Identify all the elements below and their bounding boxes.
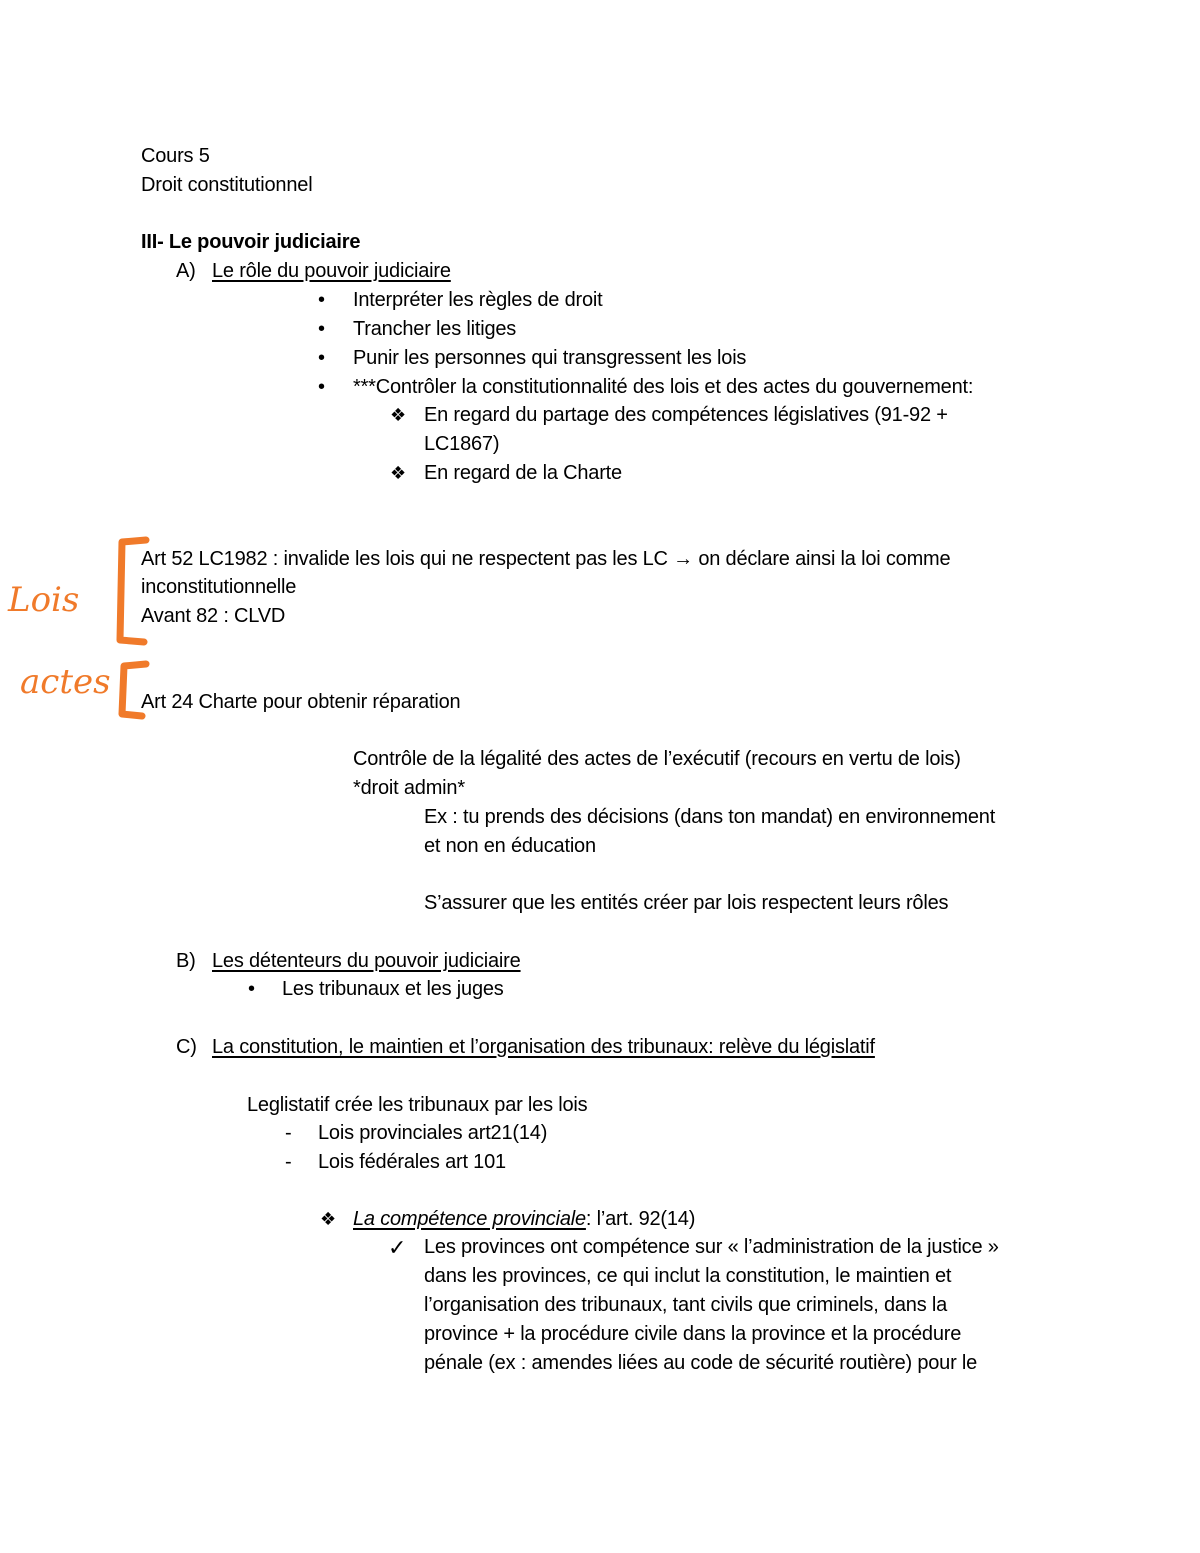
legality-example: et non en éducation: [424, 835, 596, 857]
legality-line: *droit admin*: [353, 777, 465, 799]
check-item-line: dans les provinces, ce qui inclut la constitution, le maintien et: [424, 1265, 952, 1287]
list-item: Les tribunaux et les juges: [282, 978, 504, 1000]
legislative-intro: Leglistatif crée les tribunaux par les lois: [247, 1094, 588, 1116]
list-item: ***Contrôler la constitutionnalité des lois et des actes du gouvernement:: [353, 376, 974, 398]
art52-line: Art 52 LC1982 : invalide les lois qui ne respectent pas les LC → on déclare ainsi la loi comme: [141, 548, 951, 570]
subsection-c-title: La constitution, le maintien et l’organisation des tribunaux: relève du législatif: [212, 1036, 875, 1058]
competence-label: La compétence provinciale: [353, 1208, 586, 1230]
course-number: Cours 5: [141, 145, 210, 167]
bullet-icon: •: [318, 289, 326, 311]
subsection-b-title: Les détenteurs du pouvoir judiciaire: [212, 950, 521, 972]
check-item-line: Les provinces ont compétence sur « l’administration de la justice »: [424, 1236, 999, 1258]
sub-list-item: En regard du partage des compétences législatives (91-92 +: [424, 404, 948, 426]
list-item: Punir les personnes qui transgressent les lois: [353, 347, 747, 369]
diamond-bullet-icon: ❖: [390, 463, 407, 483]
check-item-line: pénale (ex : amendes liées au code de sécurité routière) pour le: [424, 1352, 978, 1374]
subsection-b-marker: B): [176, 950, 196, 972]
art52-line: inconstitutionnelle: [141, 576, 297, 598]
handwritten-lois: Lois: [8, 580, 80, 620]
check-item-line: province + la procédure civile dans la province et la procédure: [424, 1323, 962, 1345]
competence-article: : l’art. 92(14): [585, 1208, 696, 1230]
handwritten-actes: actes: [20, 662, 111, 702]
subsection-c-marker: C): [176, 1036, 197, 1058]
bullet-icon: •: [318, 347, 326, 369]
sub-list-item-continuation: LC1867): [424, 433, 500, 455]
list-item: Lois provinciales art21(14): [318, 1122, 548, 1144]
list-item: Trancher les litiges: [353, 318, 517, 340]
art24-line: Art 24 Charte pour obtenir réparation: [141, 691, 461, 713]
list-item: Interpréter les règles de droit: [353, 289, 603, 311]
bullet-icon: •: [318, 376, 326, 398]
dash-bullet-icon: -: [285, 1122, 292, 1144]
legality-example: Ex : tu prends des décisions (dans ton mandat) en environnement: [424, 806, 996, 828]
section-title: III- Le pouvoir judiciaire: [141, 231, 361, 253]
list-item: Lois fédérales art 101: [318, 1151, 506, 1173]
diamond-bullet-icon: ❖: [320, 1209, 337, 1229]
bullet-icon: •: [248, 978, 256, 1000]
course-subject: Droit constitutionnel: [141, 174, 313, 196]
diamond-bullet-icon: ❖: [390, 405, 407, 425]
check-icon: ✓: [388, 1235, 407, 1260]
sub-list-item: En regard de la Charte: [424, 462, 622, 484]
legality-line: Contrôle de la légalité des actes de l’exécutif (recours en vertu de lois): [353, 748, 961, 770]
legality-ensure: S’assurer que les entités créer par lois respectent leurs rôles: [424, 892, 949, 914]
subsection-a-marker: A): [176, 260, 196, 282]
check-item-line: l’organisation des tribunaux, tant civils que criminels, dans la: [424, 1294, 948, 1316]
subsection-a-title: Le rôle du pouvoir judiciaire: [212, 260, 451, 282]
competence-heading: [353, 1205, 695, 1234]
art52-line: Avant 82 : CLVD: [141, 605, 286, 627]
dash-bullet-icon: -: [285, 1151, 292, 1173]
bullet-icon: •: [318, 318, 326, 340]
